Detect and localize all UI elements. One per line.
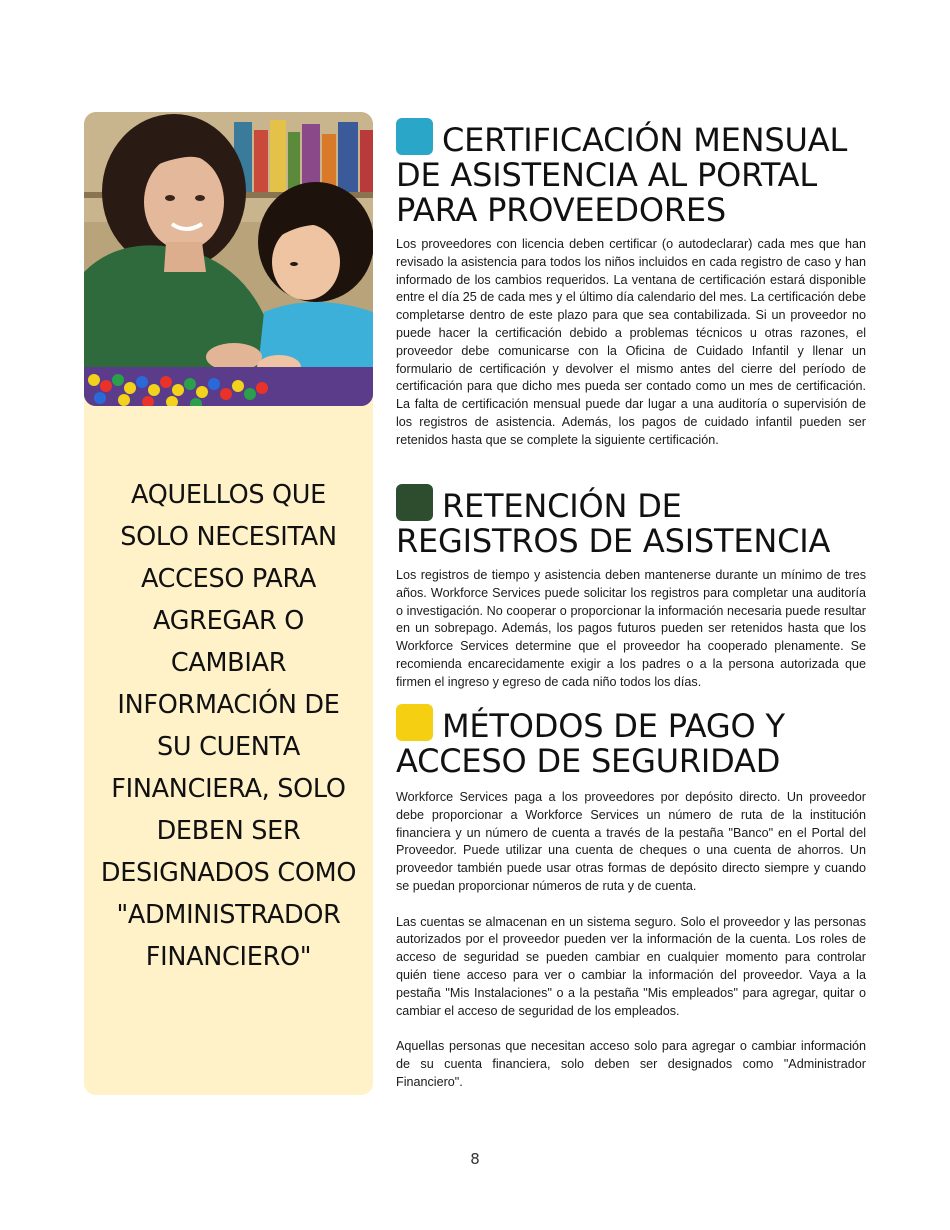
page-number: 8 bbox=[470, 1150, 480, 1168]
teacher-child-photo bbox=[84, 112, 373, 406]
sidebar-panel bbox=[84, 112, 373, 1095]
heading-text: MÉTODOS DE PAGO Y ACCESO DE SEGURIDAD bbox=[396, 707, 785, 780]
heading-text: RETENCIÓN DE REGISTROS DE ASISTENCIA bbox=[396, 487, 831, 560]
paragraph: Los registros de tiempo y asistencia deben mantenerse durante un mínimo de tres años. Workforce Services puede solicitar los registros para completar una auditoría o investigación. No cooperar o proporcionar la información necesaria puede resultar en un sobrepago. Además, los pagos futuros pueden ser retenidos hasta que los Workforce Services determine que el proveedor ha cooperado plenamente. Se recomienda encarecidamente exigir a los padres o a la persona autorizada que firmen el ingreso y egreso de cada niño todos los días. bbox=[396, 568, 866, 689]
green-square-icon bbox=[396, 484, 433, 521]
financial-admin-callout: AQUELLOS QUE SOLO NECESITAN ACCESO PARA AGREGAR O CAMBIAR INFORMACIÓN DE SU CUENTA FINANCIERA, SOLO DEBEN SER DESIGNADOS COMO "ADMINISTRADOR FINANCIERO" bbox=[100, 480, 357, 972]
section-monthly-certification bbox=[396, 118, 866, 450]
section-attendance-records-retention bbox=[396, 484, 866, 692]
paragraph: Las cuentas se almacenan en un sistema seguro. Solo el proveedor y las personas autorizados por el proveedor pueden ver la información de la cuenta. Los roles de acceso de seguridad se pueden cambiar en cualquier momento para controlar quién tiene acceso para ver o cambiar la información del proveedor. Vaya a la pestaña "Mis Instalaciones" o a la pestaña "Mis empleados" para agregar, quitar o cambiar el acceso de seguridad de los empleados. bbox=[396, 914, 866, 1018]
blue-square-icon bbox=[396, 118, 433, 155]
paragraph: Workforce Services paga a los proveedores por depósito directo. Un proveedor debe proporcionar a Workforce Services un número de ruta de la institución financiera y un número de cuenta a través de la pestaña "Banco" en el Portal del Proveedor. Puede utilizar una cuenta de cheques o una cuenta de ahorros. Un proveedor también puede usar otras formas de depósito directo siempre y cuando se puedan proporcionar números de ruta y de cuenta. bbox=[396, 790, 866, 893]
section-heading bbox=[396, 704, 866, 779]
section-payment-methods-security bbox=[396, 704, 866, 1092]
heading-text: CERTIFICACIÓN MENSUAL DE ASISTENCIA AL PORTAL PARA PROVEEDORES bbox=[396, 121, 848, 229]
yellow-square-icon bbox=[396, 704, 433, 741]
paragraph: Los proveedores con licencia deben certificar (o autodeclarar) cada mes que han revisado la asistencia para todos los niños incluidos en cada registro de caso y han informado de los cambios requeridos. La ventana de certificación estará disponible entre el día 25 de cada mes y el último día calendario del mes. La certificación debe completarse dentro de este plazo para que sea contabilizada. Si un proveedor no puede hacer la certificación debido a problemas técnicos u otras razones, el proveedor debe comunicarse con la Oficina de Cuidado Infantil y llenar un formulario de certificación y devolver el mismo antes del cierre del período de certificación para que dicho mes pueda ser contado como un mes de certificación. La falta de certificación mensual puede dar lugar a una auditoría o supervisión de los registros de asistencia. Además, los pagos de cuidado infantil pueden ser retenidos hasta que se complete la siguiente certificación. bbox=[396, 237, 866, 447]
paragraph: Aquellas personas que necesitan acceso solo para agregar o cambiar información de su cuenta financiera, solo deben ser designados como "Administrador Financiero". bbox=[396, 1039, 866, 1089]
section-heading bbox=[396, 484, 866, 559]
section-heading bbox=[396, 118, 866, 228]
